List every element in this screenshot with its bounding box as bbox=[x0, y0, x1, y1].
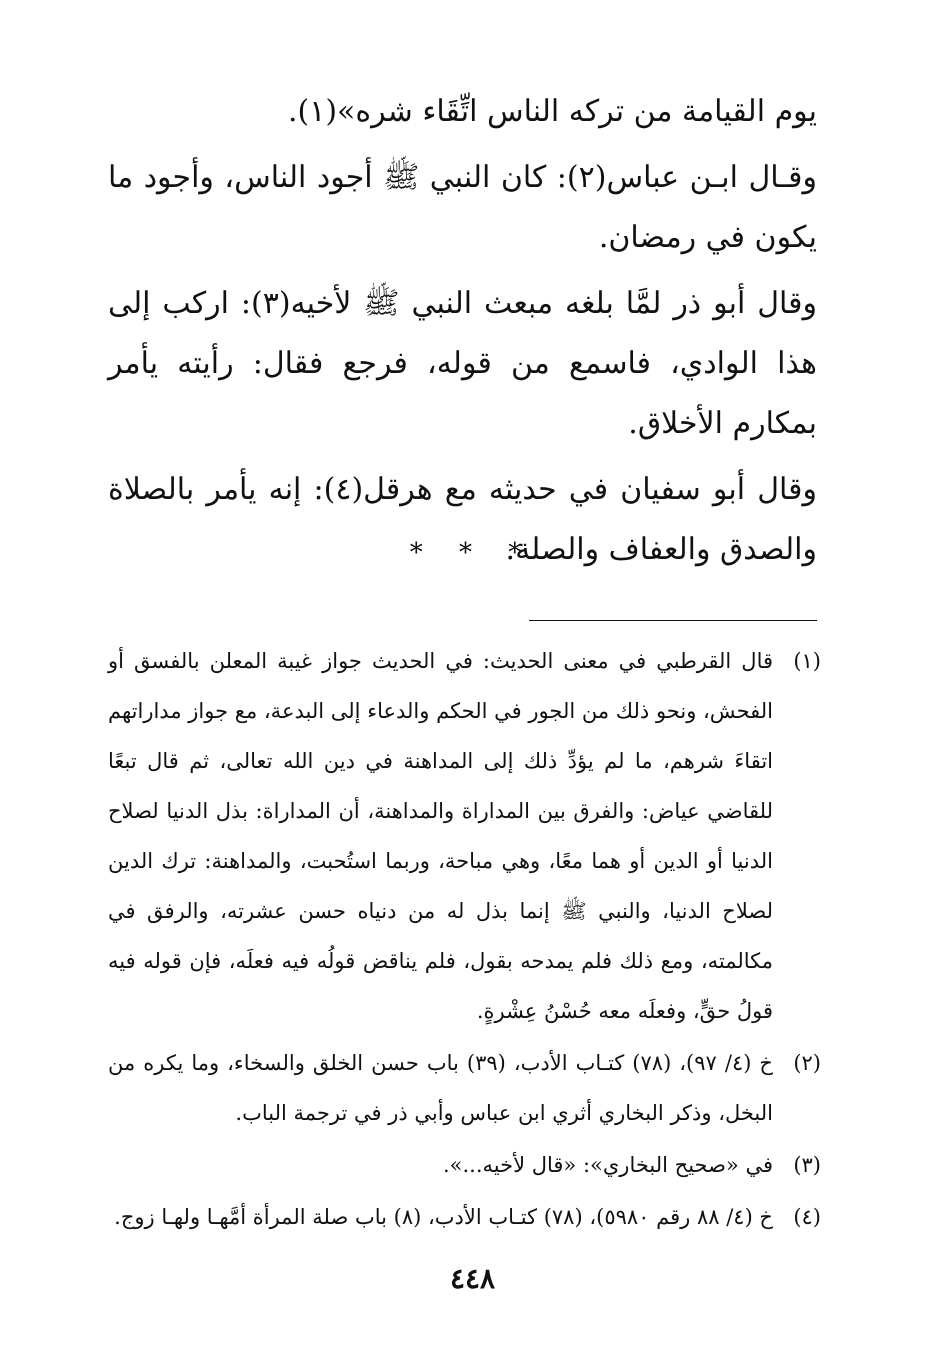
footnote-number: (٣) bbox=[793, 1153, 821, 1177]
footnote bbox=[108, 1038, 821, 1138]
footnote-number: (٢) bbox=[793, 1051, 821, 1075]
footnote-text: قال القرطبي في معنى الحديث: في الحديث جواز غيبة المعلن بالفسق أو الفحش، ونحو ذلك من الجور في الحكم والدعاء إلى البدعة، مع جواز مداراتهم اتقاءَ شرهم، ما لم يؤدِّ ذلك إلى المداهنة في دين الله تعالى، ثم قال تبعًا للقاضي عياض: والفرق بين المداراة والمداهنة، أن المداراة: بذل الدنيا لصلاح الدنيا أو الدين أو هما معًا، وهي مباحة، وربما استُحبت، والمداهنة: ترك الدين لصلاح الدنيا، والنبي ﷺ إنما بذل له من دنياه حسن عشرته، والرفق في مكالمته، ومع ذلك فلم يمدحه بقول، فلم يناقض قولُه فيه فعلَه، فإن قوله فيه قولُ حقٍّ، وفعلَه معه حُسْنُ عِشْرةٍ. bbox=[108, 649, 773, 1023]
paragraph: يوم القيامة من تركه الناس اتِّقَاء شره»(١). bbox=[287, 94, 817, 129]
page-number: ٤٤٨ bbox=[449, 1262, 496, 1295]
paragraph: وقـال ابـن عباس(٢): كان النبي ﷺ أجود الناس، وأجود ما يكون في رمضان. bbox=[108, 160, 817, 255]
footnotes bbox=[108, 636, 821, 1242]
footnote bbox=[108, 1140, 821, 1190]
section-separator: * * * bbox=[409, 538, 536, 568]
footnote-text: خ (٤/ ٨٨ رقم ٥٩٨٠)، (٧٨) كتـاب الأدب، (٨) باب صلة المرأة أمَّهـا ولهـا زوج. bbox=[114, 1205, 773, 1229]
paragraph: وقال أبو سفيان في حديثه مع هرقل(٤): إنه يأمر بالصلاة والصدق والعفاف والصلة. bbox=[108, 472, 817, 567]
footnote-divider bbox=[529, 620, 817, 621]
paragraph: وقال أبو ذر لمَّا بلغه مبعث النبي ﷺ لأخيه(٣): اركب إلى هذا الوادي، فاسمع من قوله، فرجع فقال: رأيته يأمر بمكارم الأخلاق. bbox=[108, 286, 817, 441]
footnote-number: (١) bbox=[793, 649, 821, 673]
footnote bbox=[108, 1192, 821, 1242]
footnote-text: في «صحيح البخاري»: «قال لأخيه...». bbox=[442, 1153, 773, 1177]
footnote-text: خ (٤/ ٩٧)، (٧٨) كتـاب الأدب، (٣٩) باب حسن الخلق والسخاء، وما يكره من البخل، وذكر البخاري أثري ابن عباس وأبي ذر في ترجمة الباب. bbox=[108, 1051, 773, 1125]
footnote-number: (٤) bbox=[793, 1205, 821, 1229]
main-text bbox=[108, 82, 817, 580]
footnote bbox=[108, 636, 821, 1036]
